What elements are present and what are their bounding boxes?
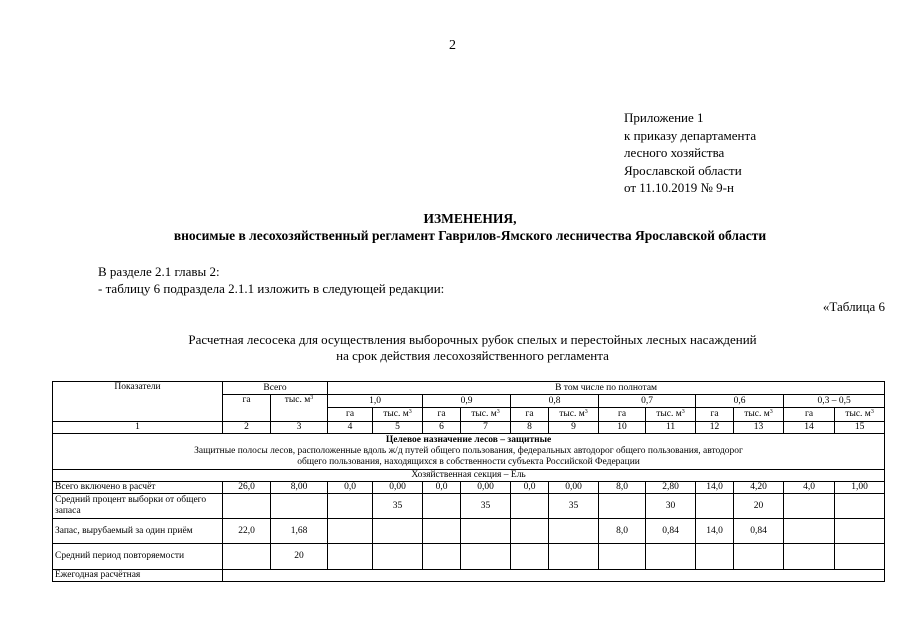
table-cell: 35 xyxy=(461,494,511,519)
table-cell xyxy=(328,544,373,570)
table-cell xyxy=(549,544,599,570)
table-label: «Таблица 6 xyxy=(822,299,885,314)
table-cell: 8,0 xyxy=(599,482,646,494)
table-cell: 2,80 xyxy=(646,482,696,494)
row-label: Средний период повторяемости xyxy=(53,544,223,570)
row-label: Ежегодная расчётная xyxy=(53,570,223,582)
table-cell xyxy=(223,494,271,519)
column-number: 8 xyxy=(511,422,549,434)
column-number: 4 xyxy=(328,422,373,434)
table-cell: 0,00 xyxy=(373,482,423,494)
header-thousand-m3: тыс. $м^3$ xyxy=(835,408,885,422)
row-label: Средний процент выборки от общего запаса xyxy=(53,494,223,519)
header-thousand-m3: тыс. $м^3$ xyxy=(461,408,511,422)
table-cell xyxy=(461,519,511,544)
column-number: 7 xyxy=(461,422,511,434)
table-cell xyxy=(511,544,549,570)
table-row xyxy=(53,494,885,519)
header-density: 1,0 xyxy=(328,395,423,408)
table-cell xyxy=(511,519,549,544)
table-cell: 35 xyxy=(373,494,423,519)
table-cell xyxy=(511,494,549,519)
table-cell xyxy=(423,519,461,544)
table-cell xyxy=(784,544,835,570)
header-ha: га xyxy=(423,408,461,422)
table-cell xyxy=(599,494,646,519)
header-total-ha: га xyxy=(223,395,271,422)
allowable-cut-table xyxy=(52,381,885,582)
header-density: 0,9 xyxy=(423,395,511,408)
table-cell xyxy=(328,494,373,519)
table-caption-line-2: на срок действия лесохозяйственного регламента xyxy=(336,348,609,363)
table-cell xyxy=(549,519,599,544)
column-number: 1 xyxy=(53,422,223,434)
header-ha: га xyxy=(784,408,835,422)
table-cell: 14,0 xyxy=(696,482,734,494)
table-cell xyxy=(461,544,511,570)
table-caption-line-1: Расчетная лесосека для осуществления выборочных рубок спелых и перестойных лесных насаждений xyxy=(188,332,757,347)
table-cell: 14,0 xyxy=(696,519,734,544)
document-subtitle: вносимые в лесохозяйственный регламент Гаврилов-Ямского лесничества Ярославской области xyxy=(173,228,767,243)
header-density: 0,6 xyxy=(696,395,784,408)
table-cell: 26,0 xyxy=(223,482,271,494)
table-cell xyxy=(423,544,461,570)
table-cell xyxy=(373,519,423,544)
table-cell xyxy=(835,544,885,570)
intro-line-2: - таблицу 6 подраздела 2.1.1 изложить в следующей редакции: xyxy=(98,281,445,296)
table-cell: 0,84 xyxy=(646,519,696,544)
appendix-line: от 11.10.2019 № 9-н xyxy=(624,180,734,195)
table-cell: 1,00 xyxy=(835,482,885,494)
table-cell: 20 xyxy=(271,544,328,570)
appendix-line: к приказу департамента xyxy=(624,127,757,143)
table-cell xyxy=(373,544,423,570)
header-ha: га xyxy=(328,408,373,422)
table-cell: 1,68 xyxy=(271,519,328,544)
column-number: 11 xyxy=(646,422,696,434)
column-number: 14 xyxy=(784,422,835,434)
table-cell xyxy=(835,494,885,519)
column-number: 5 xyxy=(373,422,423,434)
header-total: Всего xyxy=(223,382,328,395)
table-cell: 20 xyxy=(734,494,784,519)
column-number: 3 xyxy=(271,422,328,434)
appendix-line: Ярославской области xyxy=(624,162,742,178)
page-number: 2 xyxy=(449,38,456,53)
section-description: общего пользования, находящихся в собственности субъекта Российской Федерации xyxy=(297,457,640,467)
column-number: 2 xyxy=(223,422,271,434)
section-title: Целевое назначение лесов – защитные xyxy=(385,435,552,445)
row-label: Всего включено в расчёт xyxy=(53,482,223,494)
table-cell xyxy=(784,519,835,544)
table-cell: 4,20 xyxy=(734,482,784,494)
header-ha: га xyxy=(599,408,646,422)
section-cell xyxy=(53,434,885,470)
table-cell xyxy=(599,544,646,570)
header-total-thousand-m3: тыс. $м^3$ xyxy=(271,395,328,422)
table-cell: 30 xyxy=(646,494,696,519)
header-indicators: Показатели xyxy=(53,382,223,422)
header-ha: га xyxy=(696,408,734,422)
header-thousand-m3: тыс. $м^3$ xyxy=(549,408,599,422)
appendix-line: Приложение 1 xyxy=(624,110,704,125)
table-cell xyxy=(734,544,784,570)
column-number: 13 xyxy=(734,422,784,434)
economic-section-row xyxy=(53,470,885,482)
document-title: ИЗМЕНЕНИЯ, xyxy=(423,211,517,226)
table-row xyxy=(53,544,885,570)
column-number-row xyxy=(53,422,885,434)
header-ha: га xyxy=(511,408,549,422)
table-cell: 35 xyxy=(549,494,599,519)
header-thousand-m3: тыс. $м^3$ xyxy=(734,408,784,422)
table-cell xyxy=(646,544,696,570)
column-number: 15 xyxy=(835,422,885,434)
table-cell xyxy=(835,519,885,544)
economic-section: Хозяйственная секция – Ель xyxy=(53,470,885,482)
header-density: 0,7 xyxy=(599,395,696,408)
table-cell xyxy=(696,544,734,570)
table-cell xyxy=(696,494,734,519)
header-incl-by-density: В том числе по полнотам xyxy=(328,382,885,395)
table-cell: 4,0 xyxy=(784,482,835,494)
table-cell: 0,00 xyxy=(461,482,511,494)
table-cell: 8,00 xyxy=(271,482,328,494)
table-cell xyxy=(223,544,271,570)
table-cell: 0,0 xyxy=(423,482,461,494)
row-label: Запас, вырубаемый за один приём xyxy=(53,519,223,544)
column-number: 12 xyxy=(696,422,734,434)
table-cell xyxy=(271,494,328,519)
section-row xyxy=(53,434,885,470)
table-cell: 0,0 xyxy=(511,482,549,494)
column-number: 10 xyxy=(599,422,646,434)
header-density: 0,8 xyxy=(511,395,599,408)
table-row xyxy=(53,570,885,582)
section-description: Защитные полосы лесов, расположенные вдоль ж/д путей общего пользования, федеральных автодорог общего пользования, автодорог xyxy=(194,446,743,456)
header-thousand-m3: тыс. $м^3$ xyxy=(646,408,696,422)
table-cell: 8,0 xyxy=(599,519,646,544)
table-cell xyxy=(223,570,885,582)
header-thousand-m3: тыс. $м^3$ xyxy=(373,408,423,422)
intro-line-1: В разделе 2.1 главы 2: xyxy=(98,264,220,279)
header-density: 0,3 – 0,5 xyxy=(784,395,885,408)
table-cell xyxy=(328,519,373,544)
table-cell xyxy=(784,494,835,519)
table-cell: 0,84 xyxy=(734,519,784,544)
table-cell: 22,0 xyxy=(223,519,271,544)
table-cell: 0,00 xyxy=(549,482,599,494)
table-cell: 0,0 xyxy=(328,482,373,494)
table-row xyxy=(53,519,885,544)
table-row xyxy=(53,482,885,494)
column-number: 9 xyxy=(549,422,599,434)
appendix-line: лесного хозяйства xyxy=(624,145,725,160)
column-number: 6 xyxy=(423,422,461,434)
table-cell xyxy=(423,494,461,519)
appendix-block xyxy=(624,109,756,197)
